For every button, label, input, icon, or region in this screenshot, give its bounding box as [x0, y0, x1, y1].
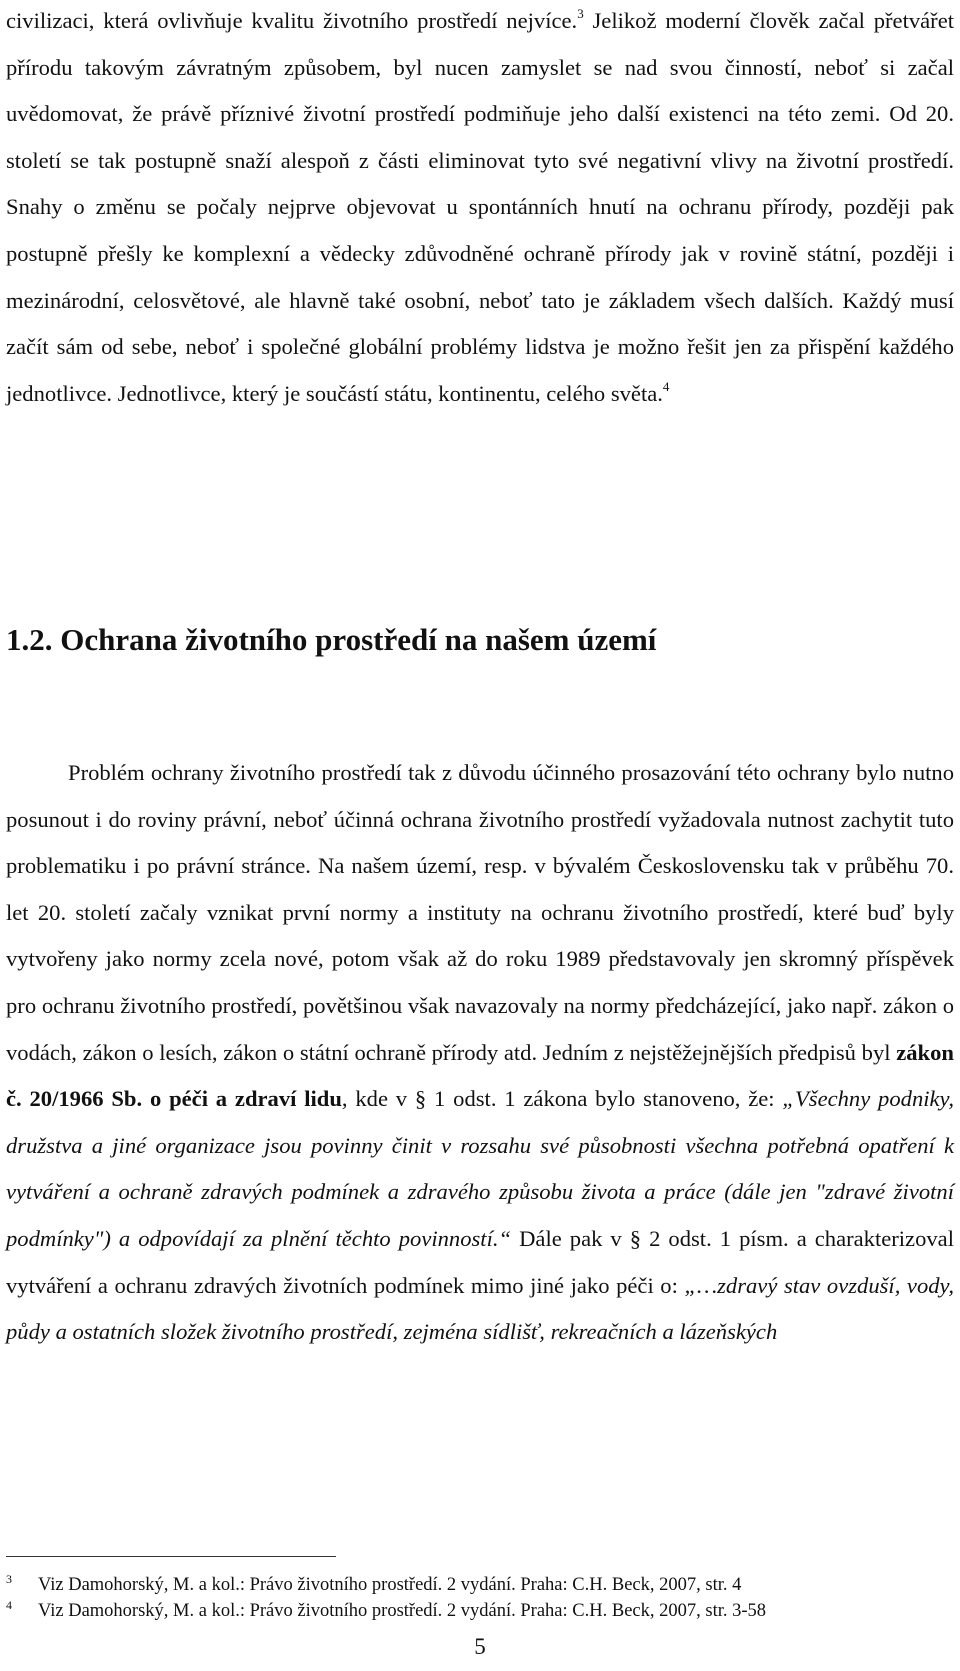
footnote-ref-3[interactable]: 3	[577, 6, 584, 21]
footnote-separator	[6, 1556, 336, 1557]
footnote-ref-4[interactable]: 4	[662, 378, 670, 394]
page-number: 5	[474, 1634, 486, 1659]
paragraph-section	[6, 750, 954, 1356]
law-citation: zákon č. 20/1966 Sb. o péči a zdraví lidu	[6, 1039, 954, 1112]
paragraph-text: , kde v § 1 odst. 1 zákona bylo stanoveno, že:	[341, 1086, 783, 1112]
paragraph-intro	[6, 0, 954, 417]
paragraph-text: civilizaci, která ovlivňuje kvalitu životního prostředí nejvíce.	[6, 8, 578, 33]
footnote-mark: 4	[6, 1598, 12, 1612]
footnote-text: Viz Damohorský, M. a kol.: Právo životního prostředí. 2 vydání. Praha: C.H. Beck, 2007, str. 3-58	[38, 1601, 767, 1621]
footnote-text: Viz Damohorský, M. a kol.: Právo životního prostředí. 2 vydání. Praha: C.H. Beck, 2007, str. 4	[38, 1575, 742, 1595]
section-heading: 1.2. Ochrana životního prostředí na našem území	[6, 622, 657, 657]
law-quote: „…zdravý stav ovzduší, vody, půdy a ostatních složek životního prostředí, zejména sídlišť, rekreačních a lázeňských	[6, 1272, 954, 1345]
paragraph-text: Dále pak v § 2 odst. 1 písm. a charakterizoval vytváření a ochranu zdravých životních podmínek mimo jiné jako péči o:	[6, 1225, 954, 1298]
footnote-mark: 3	[6, 1572, 12, 1586]
paragraph-text: Problém ochrany životního prostředí tak z důvodu účinného prosazování této ochrany bylo nutno posunout i do roviny právní, neboť účinná ochrana životního prostředí vyžadovala nutnost zachytit tuto problematiku i po právní stránce. Na našem území, resp. v bývalém Československu tak v průběhu 70. let 20. století začaly vznikat první normy a instituty na ochranu životního prostředí, které buď byly vytvořeny jako normy zcela nové, potom však až do roku 1989 představovaly jen skromný příspěvek pro ochranu životního prostředí, povětšinou však navazovaly na normy předcházející, jako např. zákon o vodách, zákon o lesích, zákon o státní ochraně přírody atd. Jedním z nejstěžejnějších předpisů byl	[6, 760, 954, 1065]
law-quote: „Všechny podniky, družstva a jiné organizace jsou povinny činit v rozsahu své působnosti všechna potřebná opatření k vytváření a ochraně zdravých podmínek a zdravého způsobu života a práce (dále jen "zdravé životní podmínky") a odpovídají za plnění těchto povinností.“	[6, 1086, 954, 1251]
paragraph-text: Jelikož moderní člověk začal přetvářet přírodu takovým závratným způsobem, byl nucen zamyslet se nad svou činností, neboť si začal uvědomovat, že právě příznivé životní prostředí podmiňuje jeho další existenci na této zemi. Od 20. století se tak postupně snaží alespoň z části eliminovat tyto své negativní vlivy na životní prostředí. Snahy o změnu se počaly nejprve objevovat u spontánních hnutí na ochranu přírody, později pak postupně přešly ke komplexní a vědecky zdůvodněné ochraně přírody jak v rovině státní, později i mezinárodní, celosvětové, ale hlavně také osobní, neboť tato je základem všech dalších. Každý musí začít sám od sebe, neboť i společné globální problémy lidstva je možno řešit jen za přispění každého jednotlivce. Jednotlivce, který je součástí státu, kontinentu, celého světa.	[6, 8, 954, 406]
